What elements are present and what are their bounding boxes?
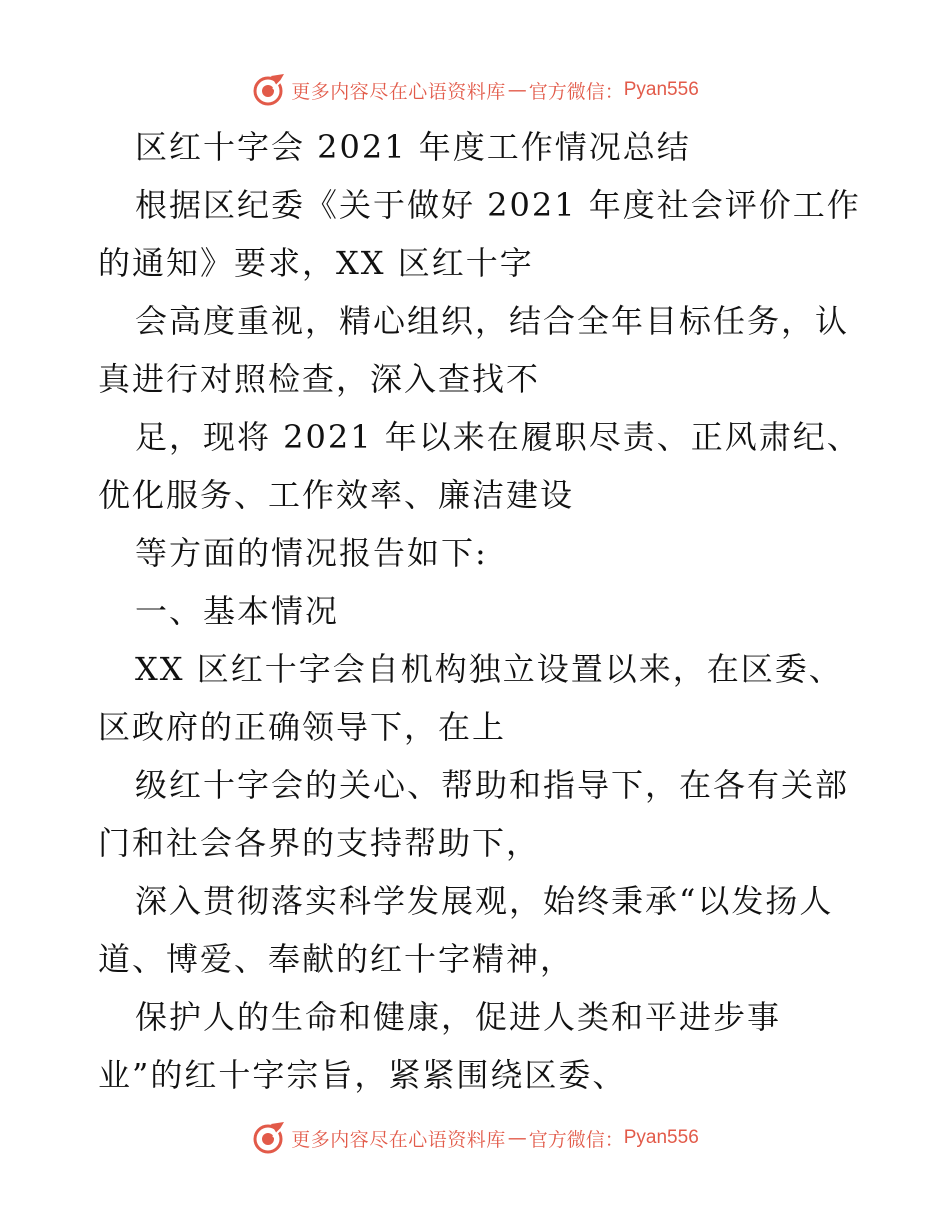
doc-line: 区政府的正确领导下，在上 <box>98 708 507 746</box>
doc-line: 门和社会各界的支持帮助下， <box>98 824 541 862</box>
banner-label: 官方微信： <box>528 1128 624 1151</box>
doc-line: 业”的红十字宗旨，紧紧围绕区委、 <box>98 1056 627 1094</box>
doc-line: 会高度重视，精心组织，结合全年目标任务，认 <box>135 302 850 340</box>
doc-line: 等方面的情况报告如下: <box>135 534 488 572</box>
banner-wechat-id: Pyan556 <box>623 1127 699 1148</box>
document-body <box>98 118 861 1104</box>
doc-line: 足，现将 2021 年以来在履职尽责、正风肃纪、 <box>135 418 861 456</box>
doc-line: 道、博爱、奉献的红十字精神， <box>98 940 575 978</box>
banner-dash: — <box>507 1127 527 1149</box>
banner-site-text: 更多内容尽在心语资料库 <box>291 1128 506 1151</box>
doc-line: 真进行对照检查，深入查找不 <box>98 360 541 398</box>
doc-line: 的通知》要求，XX 区红十字 <box>98 244 534 282</box>
doc-line: 深入贯彻落实科学发展观，始终秉承“以发扬人 <box>135 882 834 920</box>
brand-logo-icon <box>251 1120 287 1156</box>
doc-title: 区红十字会 2021 年度工作情况总结 <box>135 128 691 166</box>
banner-label: 官方微信： <box>528 80 624 103</box>
doc-line: 优化服务、工作效率、廉洁建设 <box>98 476 575 514</box>
doc-line: 根据区纪委《关于做好 2021 年度社会评价工作 <box>135 186 861 224</box>
brand-logo-icon <box>251 72 287 108</box>
banner-wechat-id: Pyan556 <box>623 79 699 100</box>
doc-line: 级红十字会的关心、帮助和指导下，在各有关部 <box>135 766 850 804</box>
banner-dash: — <box>507 79 527 101</box>
doc-line: XX 区红十字会自机构独立设置以来，在区委、 <box>135 650 843 688</box>
banner-site-text: 更多内容尽在心语资料库 <box>291 80 506 103</box>
doc-line: 保护人的生命和健康，促进人类和平进步事 <box>135 998 782 1036</box>
header-watermark-banner <box>0 70 950 110</box>
footer-watermark-banner <box>0 1118 950 1158</box>
section-heading: 一、基本情况 <box>135 592 340 630</box>
